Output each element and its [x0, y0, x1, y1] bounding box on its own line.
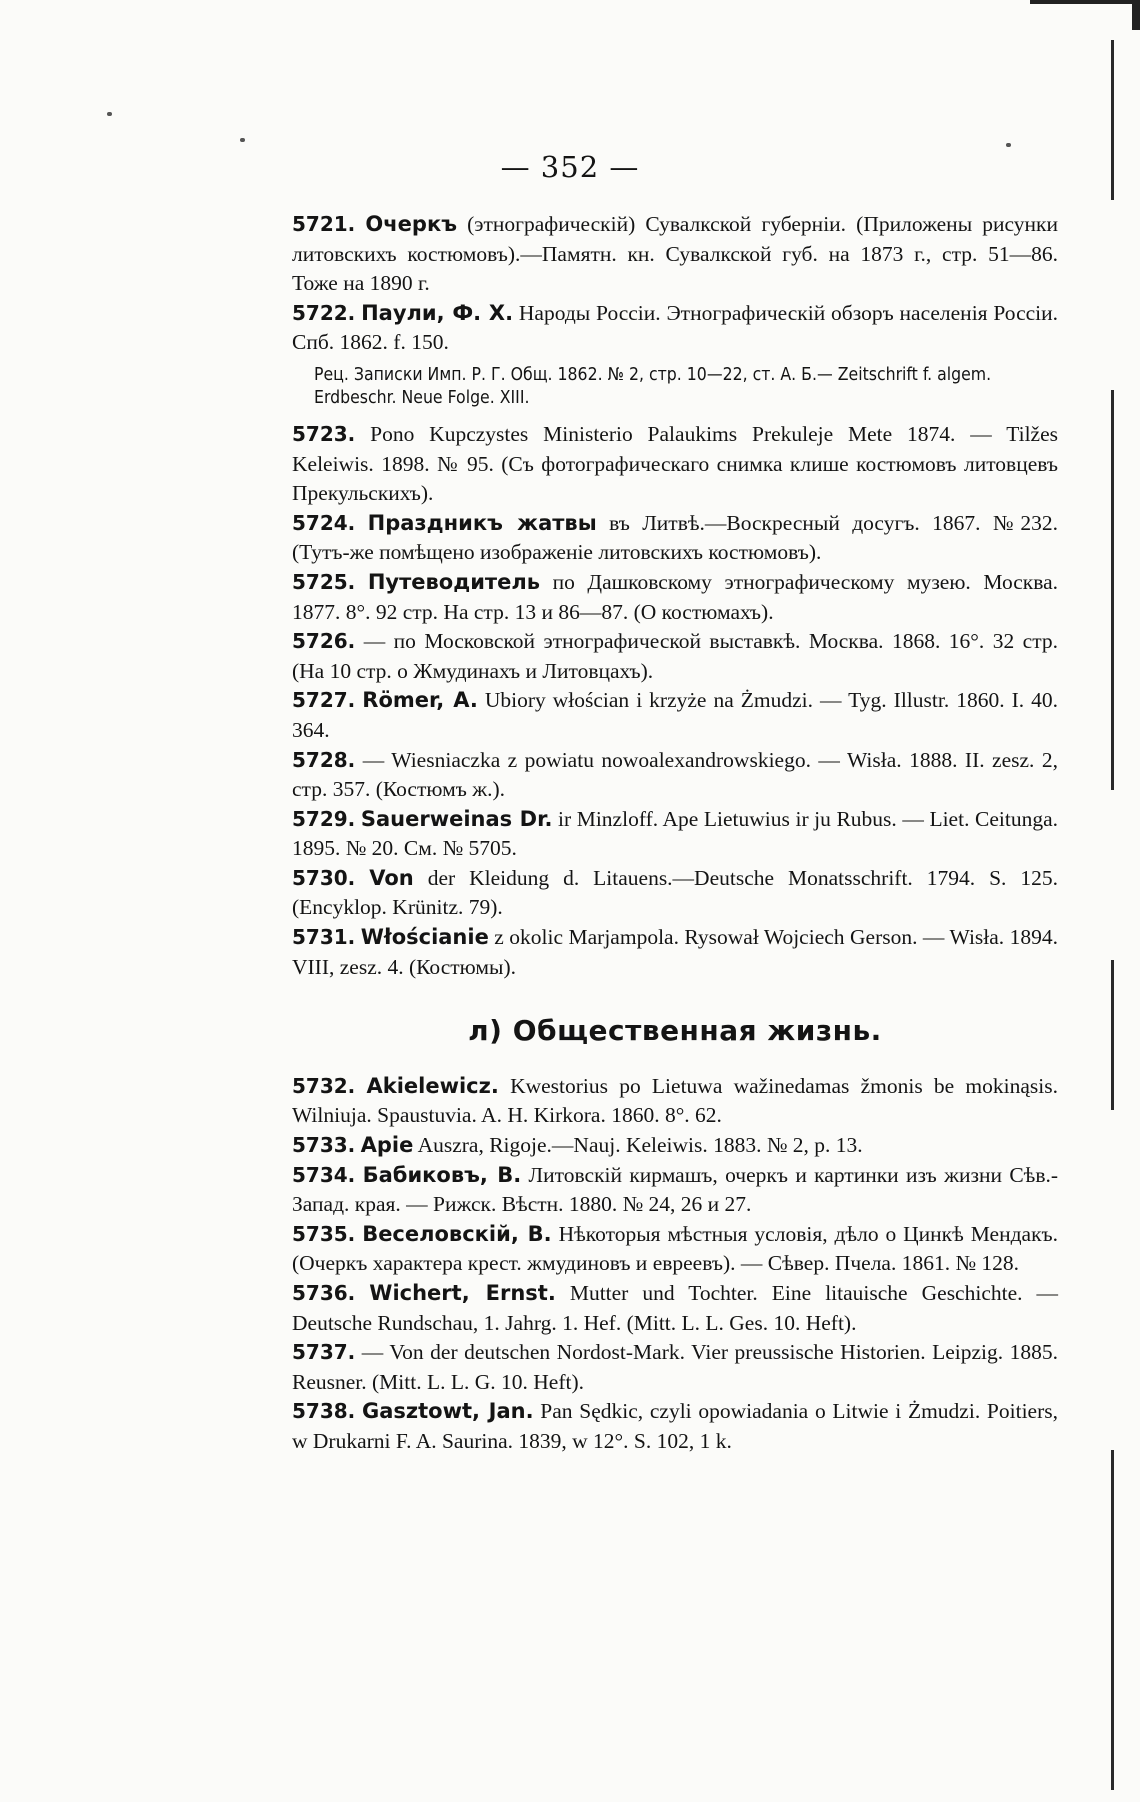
scan-edge-top: [1030, 0, 1140, 4]
entry-text: — Wiesniaczka z powiatu nowoalexandrowskiego. — Wisła. 1888. II. zesz. 2, стр. 357. (Костюмъ ж.).: [292, 747, 1058, 802]
entry-number: 5721.: [292, 212, 356, 236]
scan-speck: [107, 112, 112, 116]
scan-edge-line: [1111, 960, 1114, 1110]
entry-text: Mutter und Tochter. Eine litauische Geschichte. — Deutsche Rundschau, 1. Jahrg. 1. Hef. (Mitt. L. L. Ges. 10. Heft).: [292, 1281, 1059, 1335]
entry-text: ir Minzloff. Ape Lietuwius ir ju Rubus. — Liet. Ceitunga. 1895. № 20. См. № 5705.: [292, 806, 1059, 861]
bibliography-entry: [292, 627, 1058, 686]
entry-heading: Von: [369, 865, 414, 890]
entry-heading: Бабиковъ, В.: [362, 1162, 522, 1187]
entries-top: [292, 210, 1058, 982]
entry-number: 5736.: [292, 1281, 356, 1305]
entry-text: Kwestorius po Lietuwa wažinedamas žmonis be mokinąsis. Wilniuja. Spaustuvia. A. H. Kirkora. 1860. 8°. 62.: [292, 1073, 1059, 1128]
entry-number: 5729.: [292, 806, 356, 831]
entry-number: 5735.: [292, 1221, 356, 1246]
bibliography-entry: [292, 210, 1058, 299]
scan-speck: [240, 138, 245, 142]
entry-number: 5734.: [292, 1162, 356, 1187]
entry-number: 5737.: [292, 1340, 356, 1365]
bibliography-entry: [292, 1161, 1058, 1220]
entries-bottom: [292, 1072, 1058, 1457]
bibliography-entry: [292, 1131, 1058, 1161]
entry-heading: Путеводитель: [367, 569, 540, 594]
scan-edge-line: [1111, 1450, 1114, 1790]
entry-number: 5726.: [292, 629, 356, 654]
entry-number: 5727.: [292, 688, 356, 713]
bibliography-entry: [292, 923, 1058, 982]
entry-heading: Akielewicz.: [366, 1073, 499, 1098]
bibliography-entry: [292, 686, 1058, 745]
entry-number: 5725.: [292, 569, 356, 594]
entry-text: Pan Sędkic, czyli opowiadania o Litwie i Żmudzi. Poitiers, w Drukarni F. A. Saurina. 1839, w 12°. S. 102, 1 k.: [292, 1399, 1058, 1453]
entry-number: 5731.: [292, 925, 356, 950]
entry-text: Народы Россіи. Этнографическій обзоръ населенія Россіи. Спб. 1862. f. 150.: [292, 300, 1059, 355]
entry-heading: Römer, A.: [362, 688, 478, 713]
bibliography-entry: [292, 568, 1058, 627]
entry-heading: Wichert, Ernst.: [369, 1281, 556, 1305]
entry-heading: Паули, Ф. Х.: [361, 300, 514, 325]
entry-text: Литовскій кирмашъ, очеркъ и картинки изъ жизни Сѣв.-Запад. края. — Рижск. Вѣстн. 1880. № 24, 26 и 27.: [292, 1162, 1059, 1217]
entry-number: 5724.: [292, 510, 356, 535]
entry-text: въ Литвѣ.—Воскресный досугъ. 1867. №232. (Тутъ-же помѣщено изображеніе литовскихъ костюмовъ).: [292, 510, 1059, 565]
entry-text: Нѣкоторыя мѣстныя условія, дѣло о Цинкѣ Мендакъ. (Очеркъ характера крест. жмудиновъ и евреевъ). — Сѣвер. Пчела. 1861. № 128.: [292, 1221, 1059, 1276]
entry-heading: Włościanie: [360, 925, 489, 950]
page-number: — 352 —: [500, 150, 640, 184]
entry-heading: Праздникъ жатвы: [367, 510, 597, 535]
bibliography-entry: [292, 1220, 1058, 1279]
bibliography-entry: [292, 746, 1058, 805]
entry-heading: Apie: [360, 1133, 414, 1158]
entry-number: 5722.: [292, 300, 356, 325]
bibliography-entry: [292, 805, 1058, 864]
entry-number: 5728.: [292, 747, 356, 772]
entry-text: Ubiory włościan i krzyże na Żmudzi. — Tyg. Illustr. 1860. I. 40. 364.: [292, 688, 1059, 742]
bibliography-entry: [292, 509, 1058, 568]
entry-heading: Веселовскій, В.: [362, 1221, 552, 1246]
entry-number: 5738.: [292, 1399, 356, 1424]
entry-text: — Von der deutschen Nordost-Mark. Vier preussische Historien. Leipzig. 1885. Reusner. (Mitt. L. L. G. 10. Heft).: [292, 1340, 1059, 1394]
section-title: л) Общественная жизнь.: [468, 1014, 882, 1048]
bibliography-entry: [292, 1397, 1058, 1456]
entry-text: (этнографическій) Сувалкской губерніи. (Приложены рисунки литовскихъ костюмовъ).—Памятн. кн. Сувалкской губ. на 1873 г., стр. 51—86. Тоже на 1890 г.: [292, 212, 1058, 296]
bibliography-entry: [292, 420, 1058, 509]
entry-text: по Дашковскому этнографическому музею. Москва. 1877. 8°. 92 стр. На стр. 13 и 86—87. (О костюмахъ).: [292, 569, 1059, 624]
bibliography-entry: [292, 1072, 1058, 1131]
scan-speck: [1006, 143, 1011, 147]
bibliography-entry: [292, 1338, 1058, 1397]
bibliography-entry: [292, 864, 1058, 923]
entry-heading: Gasztowt, Jan.: [361, 1399, 534, 1424]
entry-heading: Очеркъ: [365, 212, 457, 236]
entry-number: 5733.: [292, 1133, 356, 1158]
review-note: Рец. Записки Имп. Р. Г. Общ. 1862. № 2, стр. 10—22, ст. А. Б.— Zeitschrift f. algem. Erdbeschr. Neue Folge. XIII.: [314, 364, 992, 408]
entry-text: z okolic Marjampola. Rysował Wojciech Gerson. — Wisła. 1894. VIII, zesz. 4. (Костюмы).: [292, 925, 1059, 979]
entry-text: — по Московской этнографической выставкѣ. Москва. 1868. 16°. 32 стр. (На 10 стр. о Жмудинахъ и Литовцахъ).: [292, 629, 1058, 683]
scan-edge-line: [1111, 390, 1114, 790]
entry-number: 5730.: [292, 865, 356, 890]
scan-edge-corner: [1132, 0, 1140, 30]
entry-heading: Sauerweinas Dr.: [360, 806, 553, 831]
bibliography-entry: [292, 1279, 1058, 1338]
entry-number: 5732.: [292, 1073, 356, 1098]
entry-text: Pono Kupczystes Ministerio Palaukims Prekuleje Mete 1874. — Tilžes Keleiwis. 1898. № 95. (Съ фотографическаго снимка клише костюмовъ литовцевъ Прекульскихъ).: [292, 421, 1058, 506]
bibliography-entry: [292, 299, 1058, 358]
page-body: [292, 210, 1058, 1457]
entry-number: 5723.: [292, 421, 356, 446]
entry-text: der Kleidung d. Litauens.—Deutsche Monatsschrift. 1794. S. 125. (Encyklop. Krünitz. 79).: [292, 865, 1059, 920]
entry-text: Auszra, Rigoje.—Nauj. Keleiwis. 1883. № 2, p. 13.: [417, 1133, 863, 1158]
